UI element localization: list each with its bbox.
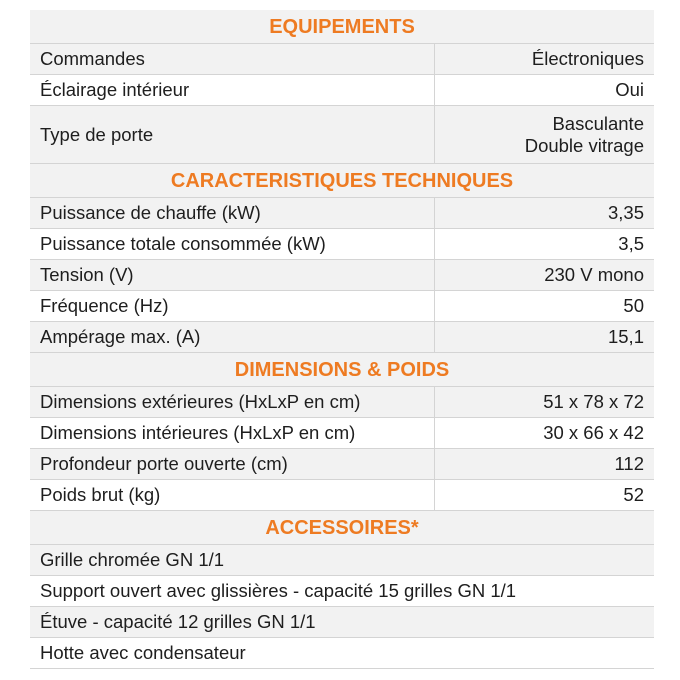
section-title-dimensions: DIMENSIONS & POIDS [30, 353, 654, 387]
spec-value: 3,35 [607, 202, 644, 223]
accessory-label: Étuve - capacité 12 grilles GN 1/1 [40, 611, 316, 632]
spec-value: 112 [614, 453, 644, 474]
spec-value [435, 106, 654, 163]
accessory-label: Support ouvert avec glissières - capacité 15 grilles GN 1/1 [40, 580, 517, 601]
spec-value-line: Basculante [552, 112, 644, 134]
spec-row [30, 106, 654, 164]
spec-row [30, 198, 654, 229]
spec-label: Type de porte [30, 106, 435, 163]
spec-value: 3,5 [618, 233, 644, 254]
spec-row [30, 291, 654, 322]
spec-value-line: Double vitrage [524, 134, 644, 156]
accessory-label: Grille chromée GN 1/1 [40, 549, 225, 570]
accessory-row [30, 638, 654, 669]
spec-value: 50 [623, 295, 644, 316]
spec-label: Commandes [30, 44, 435, 74]
spec-row [30, 449, 654, 480]
spec-label: Dimensions extérieures (HxLxP en cm) [30, 387, 435, 417]
accessory-row [30, 607, 654, 638]
spec-value: 52 [623, 484, 644, 505]
spec-label: Puissance de chauffe (kW) [30, 198, 435, 228]
spec-row [30, 322, 654, 353]
spec-value: 30 x 66 x 42 [543, 422, 644, 443]
spec-label: Profondeur porte ouverte (cm) [30, 449, 435, 479]
spec-row [30, 387, 654, 418]
spec-label: Puissance totale consommée (kW) [30, 229, 435, 259]
accessory-row [30, 545, 654, 576]
spec-value: 230 V mono [544, 264, 644, 285]
section-title-equipements: EQUIPEMENTS [30, 10, 654, 44]
spec-value: 15,1 [607, 326, 644, 347]
spec-sheet [30, 10, 654, 669]
accessory-row [30, 576, 654, 607]
spec-label: Ampérage max. (A) [30, 322, 435, 352]
spec-label: Fréquence (Hz) [30, 291, 435, 321]
spec-row [30, 480, 654, 511]
spec-value: Oui [615, 79, 644, 100]
spec-label: Poids brut (kg) [30, 480, 435, 510]
spec-label: Tension (V) [30, 260, 435, 290]
spec-label: Éclairage intérieur [30, 75, 435, 105]
spec-row [30, 418, 654, 449]
spec-row [30, 260, 654, 291]
spec-label: Dimensions intérieures (HxLxP en cm) [30, 418, 435, 448]
spec-row [30, 75, 654, 106]
section-title-caracteristiques: CARACTERISTIQUES TECHNIQUES [30, 164, 654, 198]
section-title-accessoires: ACCESSOIRES* [30, 511, 654, 545]
accessory-label: Hotte avec condensateur [40, 642, 246, 663]
spec-row [30, 44, 654, 75]
spec-value: 51 x 78 x 72 [543, 391, 644, 412]
spec-value: Électroniques [531, 48, 644, 69]
spec-row [30, 229, 654, 260]
